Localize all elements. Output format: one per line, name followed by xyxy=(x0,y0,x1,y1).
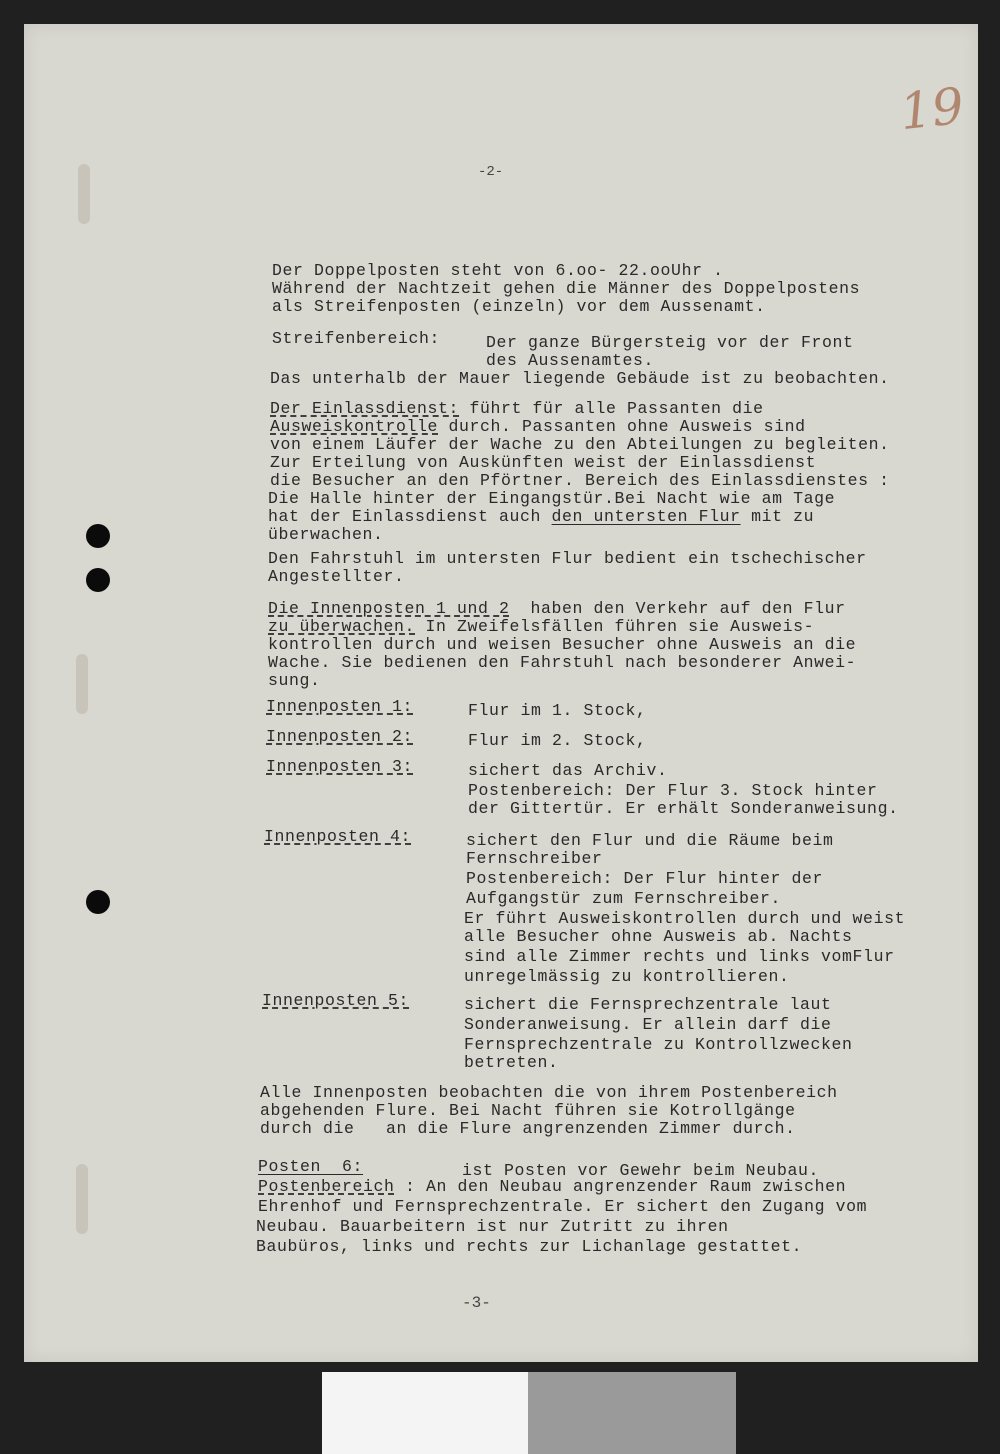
intro-line-2: Während der Nachtzeit gehen die Männer des Doppelpostens xyxy=(272,279,861,298)
einlass-second: durch. Passanten ohne Ausweis sind xyxy=(438,417,806,436)
stain xyxy=(78,164,90,224)
post-4-line-1: sichert den Flur und die Räume beim xyxy=(466,831,834,850)
scan-calibration-white xyxy=(322,1372,528,1454)
post-4-line-3: Postenbereich: Der Flur hinter der xyxy=(466,869,824,888)
alle-line-3: durch die an die Flure angrenzenden Zimmer durch. xyxy=(260,1119,796,1138)
innen12-first: haben den Verkehr auf den Flur xyxy=(509,599,846,618)
post-4-line-7: sind alle Zimmer rechts und links vomFlur xyxy=(464,947,895,966)
posten6-line-4: Neubau. Bauarbeitern ist nur Zutritt zu ihren xyxy=(256,1217,729,1236)
fahrstuhl-line-2: Angestellter. xyxy=(268,567,405,586)
innen12-line-2 xyxy=(268,618,814,636)
post-5-label: Innenposten 5: xyxy=(262,991,410,1010)
post-4-line-4: Aufgangstür zum Fernschreiber. xyxy=(466,889,782,908)
posten6-line-5: Baubüros, links und rechts zur Lichanlage gestattet. xyxy=(256,1237,803,1256)
postenbereich-text: : An den Neubau angrenzender Raum zwischen xyxy=(394,1177,847,1196)
einlass-line-1 xyxy=(270,400,764,418)
post-4-line-8: unregelmässig zu kontrollieren. xyxy=(464,967,790,986)
scan-calibration-gray xyxy=(528,1372,736,1454)
einlass-flur-pre: hat der Einlassdienst auch xyxy=(268,507,552,526)
document-page xyxy=(24,24,978,1362)
stain xyxy=(76,1164,88,1234)
post-2-line-1: Flur im 2. Stock, xyxy=(468,731,647,750)
alle-line-2: abgehenden Flure. Bei Nacht führen sie Kotrollgänge xyxy=(260,1101,796,1120)
post-3-label: Innenposten 3: xyxy=(266,757,414,776)
innen12-line-4: Wache. Sie bedienen den Fahrstuhl nach besonderer Anwei- xyxy=(268,653,857,672)
post-5-line-4: betreten. xyxy=(464,1053,559,1072)
einlass-first: führt für alle Passanten die xyxy=(459,399,764,418)
innen12-line-3: kontrollen durch und weisen Besucher ohne Ausweis an die xyxy=(268,635,857,654)
post-3-line-2: Postenbereich: Der Flur 3. Stock hinter xyxy=(468,781,878,800)
intro-line-3: als Streifenposten (einzeln) vor dem Aussenamt. xyxy=(272,297,766,316)
mauer-line: Das unterhalb der Mauer liegende Gebäude ist zu beobachten. xyxy=(270,369,890,388)
ausweis-word: Ausweiskontrolle xyxy=(270,417,439,436)
posten6-text: ist Posten vor Gewehr beim Neubau. xyxy=(462,1161,820,1180)
streife-text-1: Der ganze Bürgersteig vor der Front xyxy=(486,333,854,352)
post-4-line-6: alle Besucher ohne Ausweis ab. Nachts xyxy=(464,927,853,946)
einlass-line-6: Die Halle hinter der Eingangstür.Bei Nacht wie am Tage xyxy=(268,489,836,508)
innen12-line-5: sung. xyxy=(268,671,321,690)
streife-label: Streifenbereich: xyxy=(272,329,441,348)
einlass-line-5: die Besucher an den Pförtner. Bereich des Einlassdienstes : xyxy=(270,471,890,490)
fahrstuhl-line-1: Den Fahrstuhl im untersten Flur bedient ein tschechischer xyxy=(268,549,867,568)
folio-number: 19 xyxy=(897,76,967,142)
posten6-line-3: Ehrenhof und Fernsprechzentrale. Er sichert den Zugang vom xyxy=(258,1197,868,1216)
post-5-line-1: sichert die Fernsprechzentrale laut xyxy=(464,995,832,1014)
page-number-bottom: -3- xyxy=(462,1294,491,1312)
post-2-label: Innenposten 2: xyxy=(266,727,414,746)
posten6-label: Posten 6: xyxy=(258,1157,364,1176)
innen12-u2: zu überwachen. xyxy=(268,617,416,636)
intro-line-1: Der Doppelposten steht von 6.oo- 22.ooUhr . xyxy=(272,261,724,280)
innen12-label: Die Innenposten 1 und 2 xyxy=(268,599,510,618)
post-3-line-3: der Gittertür. Er erhält Sonderanweisung. xyxy=(468,799,899,818)
einlass-line-3: von einem Läufer der Wache zu den Abteilungen zu begleiten. xyxy=(270,435,890,454)
punch-hole xyxy=(86,568,110,592)
einlass-label: Der Einlassdienst: xyxy=(270,399,460,418)
post-1-line-1: Flur im 1. Stock, xyxy=(468,701,647,720)
einlass-line-7 xyxy=(268,508,814,526)
post-5-line-2: Sonderanweisung. Er allein darf die xyxy=(464,1015,832,1034)
einlass-line-2 xyxy=(270,418,806,436)
post-4-line-2: Fernschreiber xyxy=(466,849,603,868)
postenbereich-label: Postenbereich xyxy=(258,1177,395,1196)
punch-hole xyxy=(86,524,110,548)
posten6-line-2 xyxy=(258,1178,846,1196)
innen12-line-1 xyxy=(268,600,846,618)
alle-line-1: Alle Innenposten beobachten die von ihrem Postenbereich xyxy=(260,1083,838,1102)
post-1-label: Innenposten 1: xyxy=(266,697,414,716)
einlass-flur-post: mit zu xyxy=(740,507,815,526)
streife-text-2: des Aussenamtes. xyxy=(486,351,655,370)
einlass-flur-underlined: den untersten Flur xyxy=(551,507,741,526)
post-5-line-3: Fernsprechzentrale zu Kontrollzwecken xyxy=(464,1035,853,1054)
stain xyxy=(76,654,88,714)
einlass-line-4: Zur Erteilung von Auskünften weist der Einlassdienst xyxy=(270,453,817,472)
punch-hole xyxy=(86,890,110,914)
innen12-second: In Zweifelsfällen führen sie Ausweis- xyxy=(415,617,815,636)
post-4-label: Innenposten 4: xyxy=(264,827,412,846)
page-number-top: -2- xyxy=(478,164,504,180)
einlass-line-8: überwachen. xyxy=(268,525,384,544)
post-4-line-5: Er führt Ausweiskontrollen durch und weist xyxy=(464,909,906,928)
post-3-line-1: sichert das Archiv. xyxy=(468,761,668,780)
